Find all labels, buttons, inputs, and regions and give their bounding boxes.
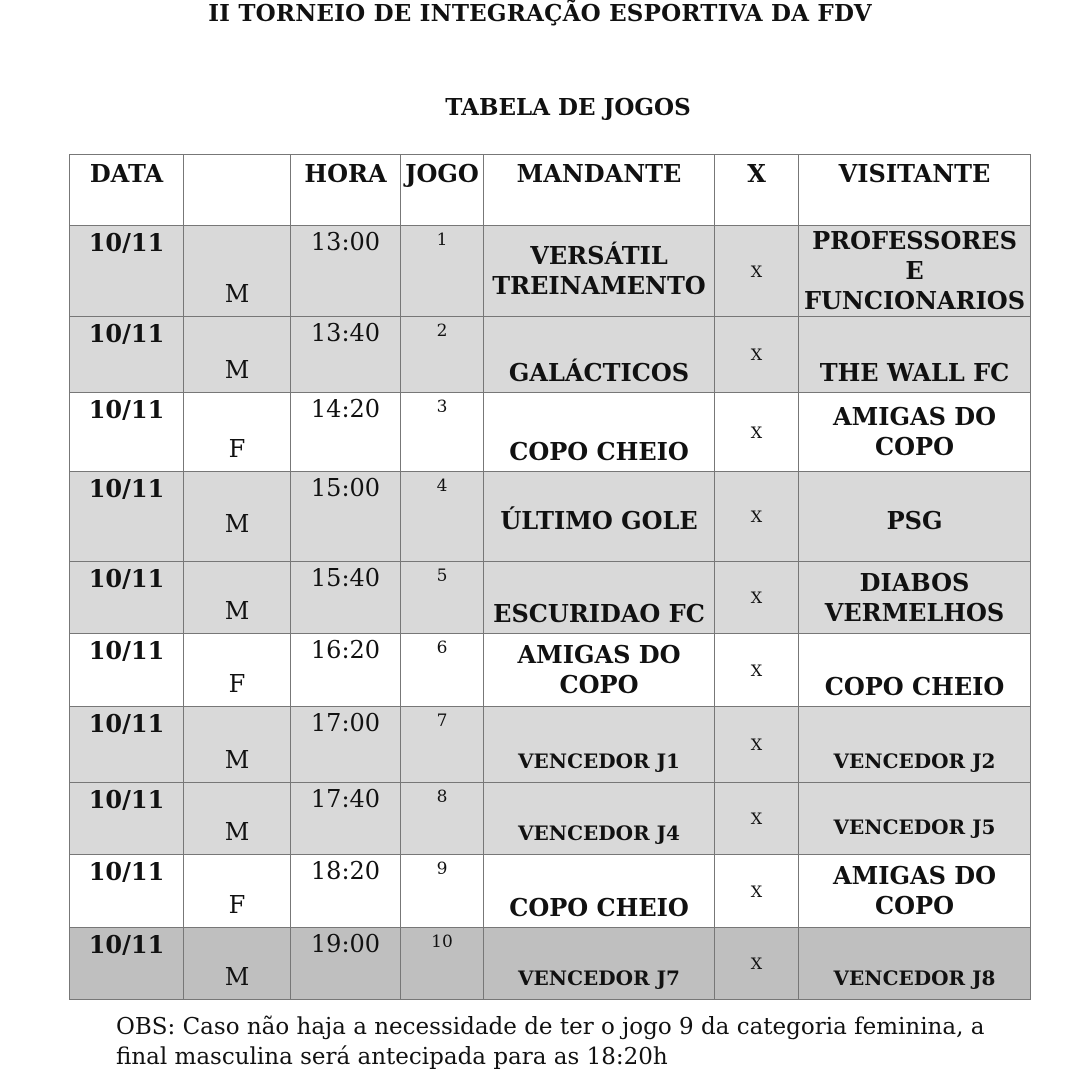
table-row: [70, 783, 1031, 855]
row-away-team: COPO CHEIO: [799, 634, 1031, 707]
row-time: 13:40: [291, 317, 401, 393]
row-home-team: ESCURIDAO FC: [484, 562, 715, 634]
row-versus: X: [715, 562, 799, 634]
row-date: 10/11: [70, 634, 184, 707]
row-home-team: ÚLTIMO GOLE: [484, 472, 715, 562]
row-time: 17:00: [291, 707, 401, 783]
row-game: 2: [401, 317, 484, 393]
table-header-row: [70, 155, 1031, 226]
row-date: 10/11: [70, 472, 184, 562]
row-versus: X: [715, 317, 799, 393]
row-date: 10/11: [70, 226, 184, 317]
header-jogo: JOGO: [401, 155, 484, 226]
row-away-team: PROFESSORES E FUNCIONARIOS: [799, 226, 1031, 317]
table-row: [70, 928, 1031, 1000]
games-table: [69, 154, 1031, 1000]
row-date: 10/11: [70, 707, 184, 783]
row-category: M: [184, 317, 291, 393]
row-game: 1: [401, 226, 484, 317]
row-time: 13:00: [291, 226, 401, 317]
row-home-team: VENCEDOR J4: [484, 783, 715, 855]
row-game: 7: [401, 707, 484, 783]
table-row: [70, 226, 1031, 317]
row-away-team: THE WALL FC: [799, 317, 1031, 393]
table-row: [70, 472, 1031, 562]
row-home-team: GALÁCTICOS: [484, 317, 715, 393]
row-category: F: [184, 634, 291, 707]
row-category: M: [184, 783, 291, 855]
table-row: [70, 634, 1031, 707]
row-away-team: DIABOS VERMELHOS: [799, 562, 1031, 634]
table-row: [70, 317, 1031, 393]
table-subtitle: TABELA DE JOGOS: [445, 94, 691, 121]
row-versus: X: [715, 855, 799, 928]
row-date: 10/11: [70, 928, 184, 1000]
row-away-team: PSG: [799, 472, 1031, 562]
row-away-team: AMIGAS DO COPO: [799, 393, 1031, 472]
row-game: 10: [401, 928, 484, 1000]
row-home-team: VERSÁTIL TREINAMENTO: [484, 226, 715, 317]
row-date: 10/11: [70, 393, 184, 472]
row-game: 6: [401, 634, 484, 707]
row-category: M: [184, 562, 291, 634]
row-versus: X: [715, 783, 799, 855]
row-category: F: [184, 393, 291, 472]
header-category: [184, 155, 291, 226]
footnote: OBS: Caso não haja a necessidade de ter o jogo 9 da categoria feminina, a final masculina será antecipada para as 18:20h: [116, 1014, 985, 1070]
header-mandante: MANDANTE: [484, 155, 715, 226]
row-away-team: VENCEDOR J8: [799, 928, 1031, 1000]
row-away-team: AMIGAS DO COPO: [799, 855, 1031, 928]
row-versus: X: [715, 928, 799, 1000]
row-time: 14:20: [291, 393, 401, 472]
row-home-team: AMIGAS DO COPO: [484, 634, 715, 707]
row-home-team: COPO CHEIO: [484, 855, 715, 928]
row-game: 4: [401, 472, 484, 562]
row-away-team: VENCEDOR J2: [799, 707, 1031, 783]
row-versus: X: [715, 634, 799, 707]
table-row: [70, 562, 1031, 634]
row-home-team: VENCEDOR J7: [484, 928, 715, 1000]
row-category: M: [184, 707, 291, 783]
header-data: DATA: [70, 155, 184, 226]
header-hora: HORA: [291, 155, 401, 226]
row-game: 8: [401, 783, 484, 855]
table-row: [70, 393, 1031, 472]
row-date: 10/11: [70, 562, 184, 634]
table-row: [70, 707, 1031, 783]
row-time: 19:00: [291, 928, 401, 1000]
row-versus: X: [715, 226, 799, 317]
row-category: M: [184, 226, 291, 317]
row-time: 17:40: [291, 783, 401, 855]
header-visitante: VISITANTE: [799, 155, 1031, 226]
row-time: 18:20: [291, 855, 401, 928]
row-game: 5: [401, 562, 484, 634]
row-versus: X: [715, 393, 799, 472]
document-title: II TORNEIO DE INTEGRAÇÃO ESPORTIVA DA FDV: [208, 0, 872, 27]
row-category: F: [184, 855, 291, 928]
row-date: 10/11: [70, 317, 184, 393]
row-category: M: [184, 472, 291, 562]
row-date: 10/11: [70, 783, 184, 855]
row-game: 3: [401, 393, 484, 472]
row-time: 15:00: [291, 472, 401, 562]
row-date: 10/11: [70, 855, 184, 928]
row-versus: X: [715, 707, 799, 783]
row-versus: X: [715, 472, 799, 562]
row-away-team: VENCEDOR J5: [799, 783, 1031, 855]
row-home-team: VENCEDOR J1: [484, 707, 715, 783]
row-time: 15:40: [291, 562, 401, 634]
header-x: X: [715, 155, 799, 226]
row-home-team: COPO CHEIO: [484, 393, 715, 472]
row-category: M: [184, 928, 291, 1000]
row-time: 16:20: [291, 634, 401, 707]
row-game: 9: [401, 855, 484, 928]
table-row: [70, 855, 1031, 928]
